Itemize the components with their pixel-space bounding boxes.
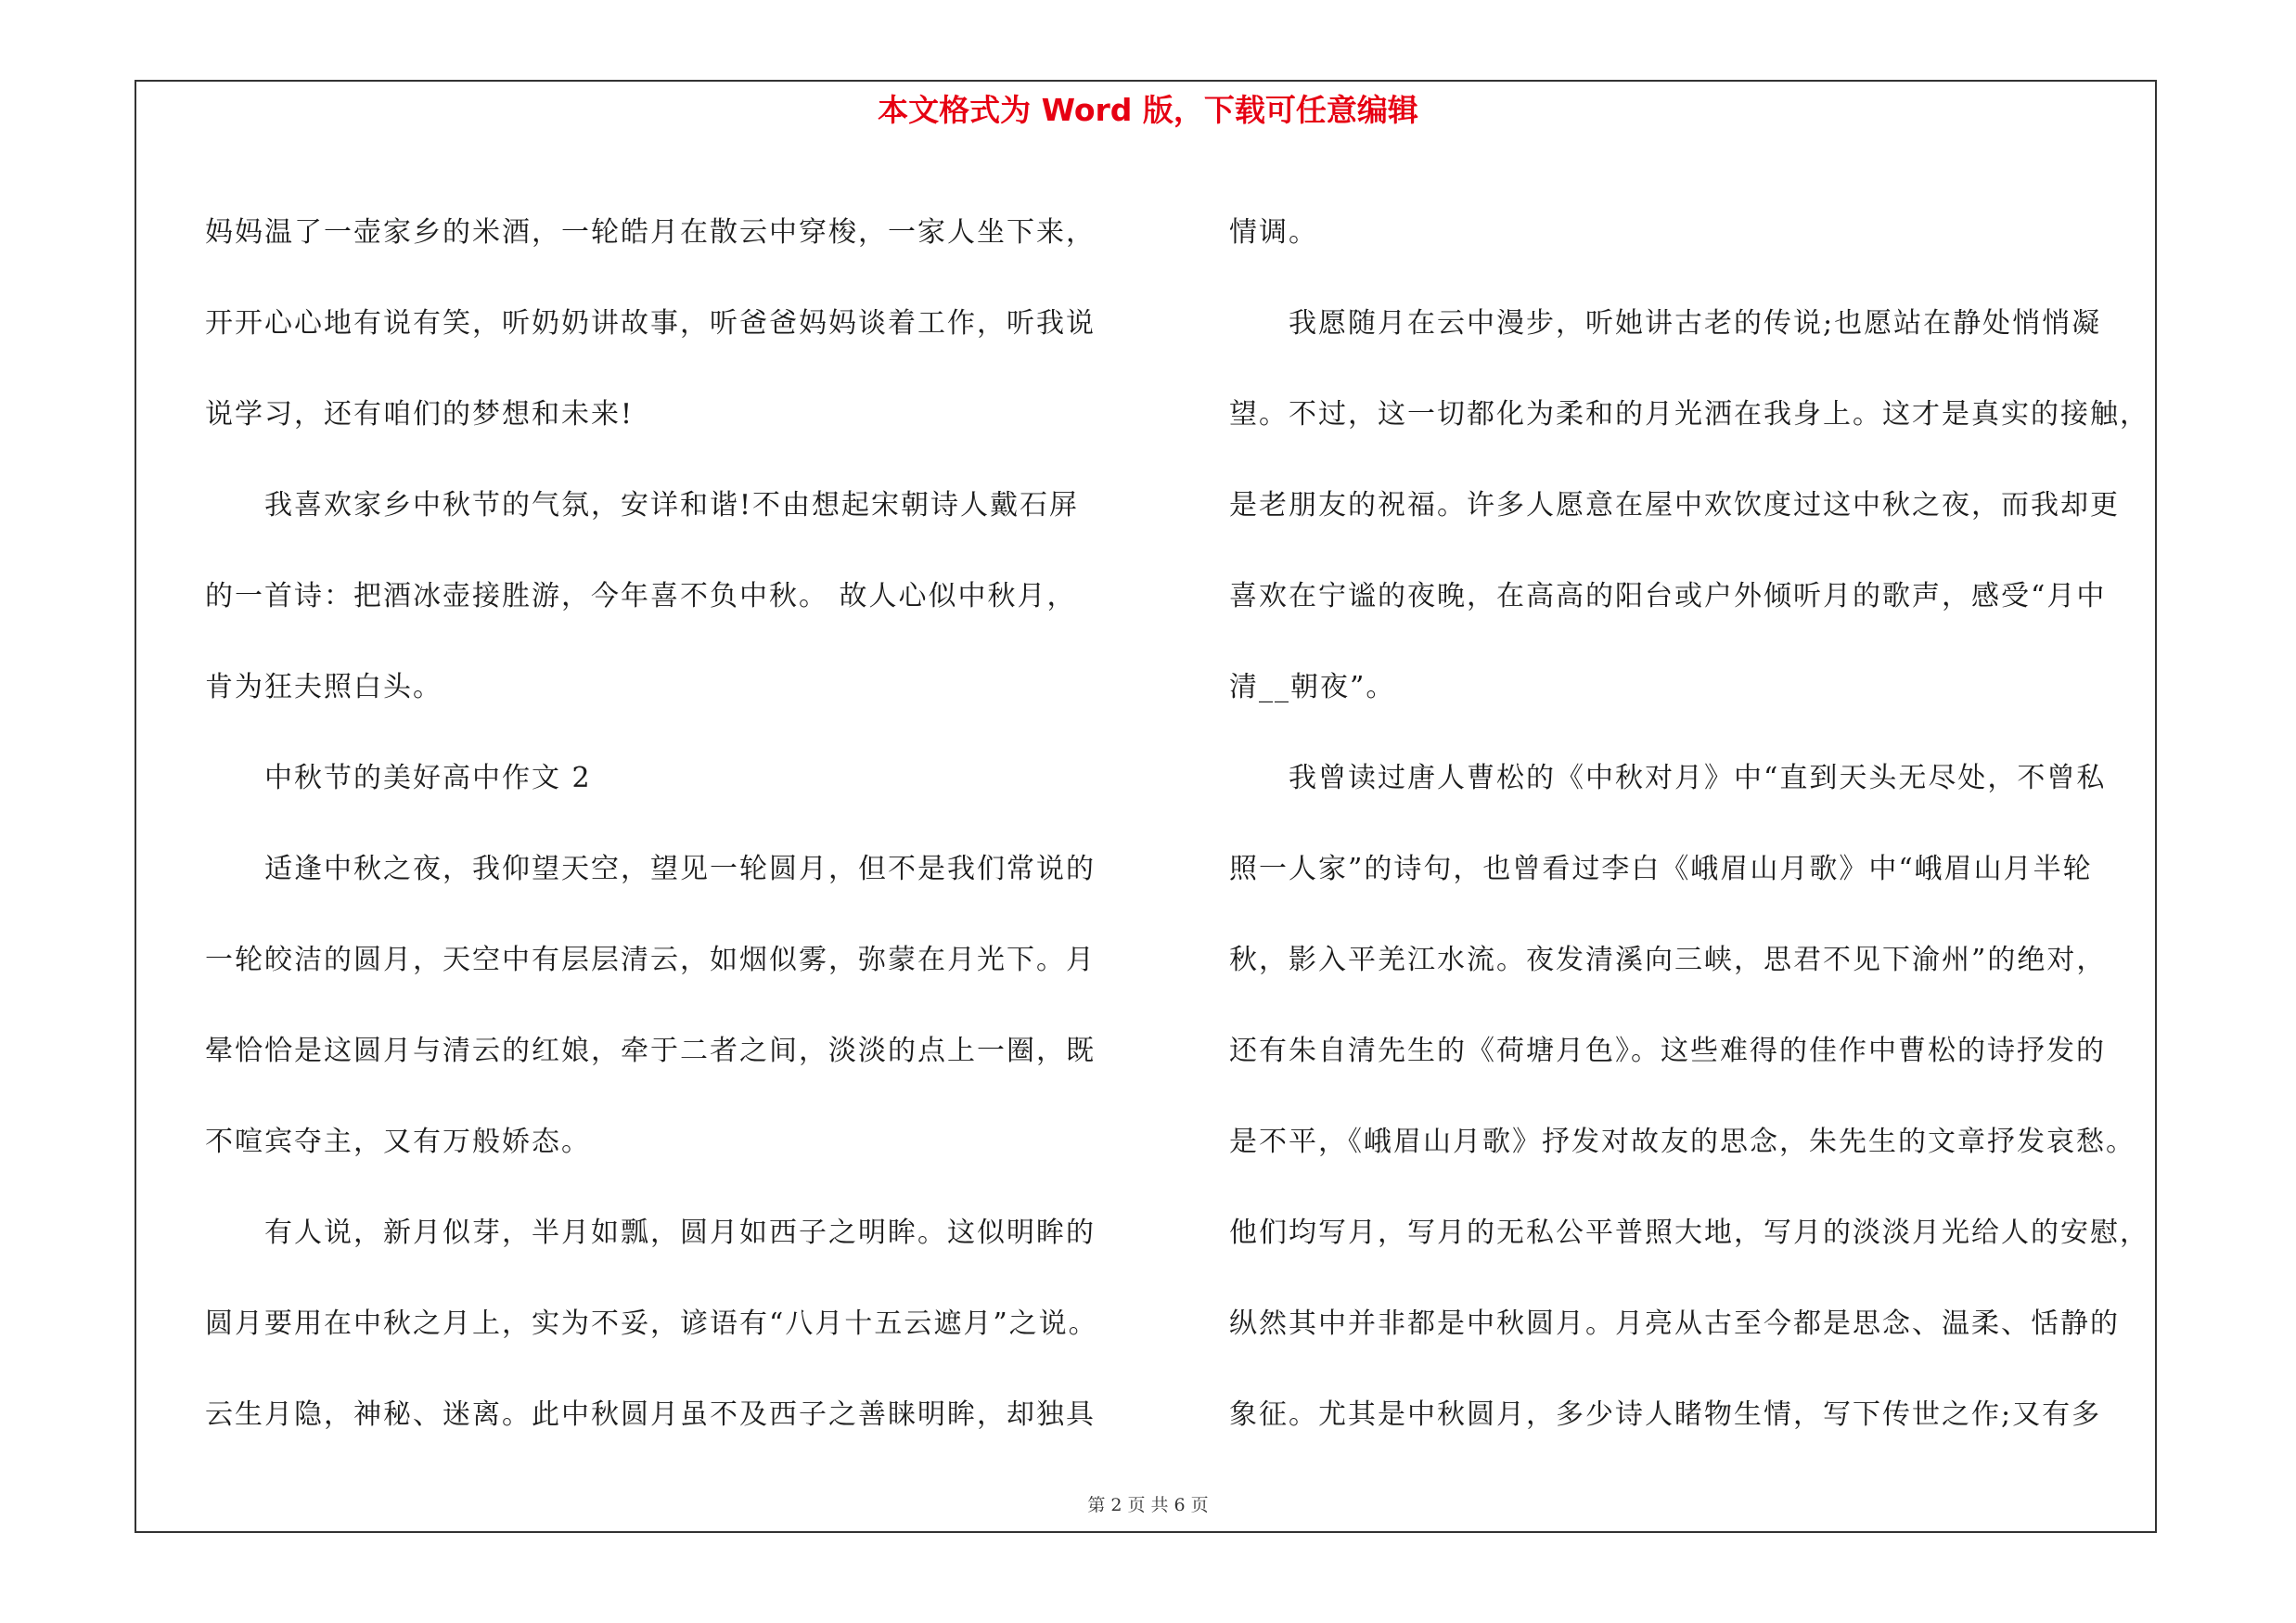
text-line: 秋，影入平羌江水流。夜发清溪向三峡，思君不见下渝州”的绝对， — [1229, 944, 2107, 976]
text-line: 我喜欢家乡中秋节的气氛，安详和谐!不由想起宋朝诗人戴石屏 — [264, 489, 1080, 522]
text-line: 圆月要用在中秋之月上，实为不妥，谚语有“八月十五云遮月”之说。 — [205, 1307, 1098, 1340]
text-line: 不喧宾夺主，又有万般娇态。 — [205, 1126, 591, 1158]
format-notice-banner: 本文格式为 Word 版，下载可任意编辑 — [878, 92, 1418, 128]
text-line: 中秋节的美好高中作文 2 — [264, 762, 592, 794]
text-line: 他们均写月，写月的无私公平普照大地，写月的淡淡月光给人的安慰， — [1229, 1217, 2149, 1249]
text-line: 纵然其中并非都是中秋圆月。月亮从古至今都是思念、温柔、恬静的 — [1229, 1307, 2120, 1340]
text-line: 象征。尤其是中秋圆月，多少诗人睹物生情，写下传世之作;又有多 — [1229, 1398, 2102, 1431]
page-number: 第 2 页 共 6 页 — [1087, 1495, 1209, 1515]
text-line: 清__朝夜”。 — [1229, 671, 1396, 703]
text-line: 一轮皎洁的圆月，天空中有层层清云，如烟似雾，弥蒙在月光下。月 — [205, 944, 1096, 976]
text-line: 是老朋友的祝福。许多人愿意在屋中欢饮度过这中秋之夜，而我却更 — [1229, 489, 2120, 522]
right-text-column — [1229, 187, 2161, 1461]
text-line: 的一首诗：把酒冰壶接胜游，今年喜不负中秋。 故人心似中秋月， — [205, 580, 1077, 612]
text-line: 喜欢在宁谧的夜晚，在高高的阳台或户外倾听月的歌声，感受“月中 — [1229, 580, 2107, 612]
text-line: 望。不过，这一切都化为柔和的月光洒在我身上。这才是真实的接触， — [1229, 398, 2149, 431]
text-line: 我愿随月在云中漫步，听她讲古老的传说;也愿站在静处悄悄凝 — [1289, 307, 2102, 340]
text-line: 云生月隐，神秘、迷离。此中秋圆月虽不及西子之善睐明眸，却独具 — [205, 1398, 1096, 1431]
text-line: 我曾读过唐人曹松的《中秋对月》中“直到天头无尽处，不曾私 — [1289, 762, 2107, 794]
text-line: 说学习，还有咱们的梦想和未来! — [205, 398, 635, 431]
text-line: 肯为狂夫照白头。 — [205, 671, 443, 703]
left-text-column — [205, 187, 1142, 1461]
text-line: 还有朱自清先生的《荷塘月色》。这些难得的佳作中曹松的诗抒发的 — [1229, 1035, 2106, 1067]
text-line: 是不平，《峨眉山月歌》抒发对故友的思念，朱先生的文章抒发哀愁。 — [1229, 1126, 2136, 1158]
text-line: 有人说，新月似芽，半月如瓢，圆月如西子之明眸。这似明眸的 — [264, 1217, 1096, 1249]
text-line: 晕恰恰是这圆月与清云的红娘，牵于二者之间，淡淡的点上一圈，既 — [205, 1035, 1096, 1067]
text-line: 开开心心地有说有笑，听奶奶讲故事，听爸爸妈妈谈着工作，听我说 — [205, 307, 1096, 340]
text-line: 妈妈温了一壶家乡的米酒，一轮皓月在散云中穿梭，一家人坐下来， — [205, 216, 1096, 249]
text-line: 情调。 — [1229, 216, 1318, 249]
text-line: 适逢中秋之夜，我仰望天空，望见一轮圆月，但不是我们常说的 — [264, 853, 1096, 885]
text-line: 照一人家”的诗句，也曾看过李白《峨眉山月歌》中“峨眉山月半轮 — [1229, 853, 2093, 885]
